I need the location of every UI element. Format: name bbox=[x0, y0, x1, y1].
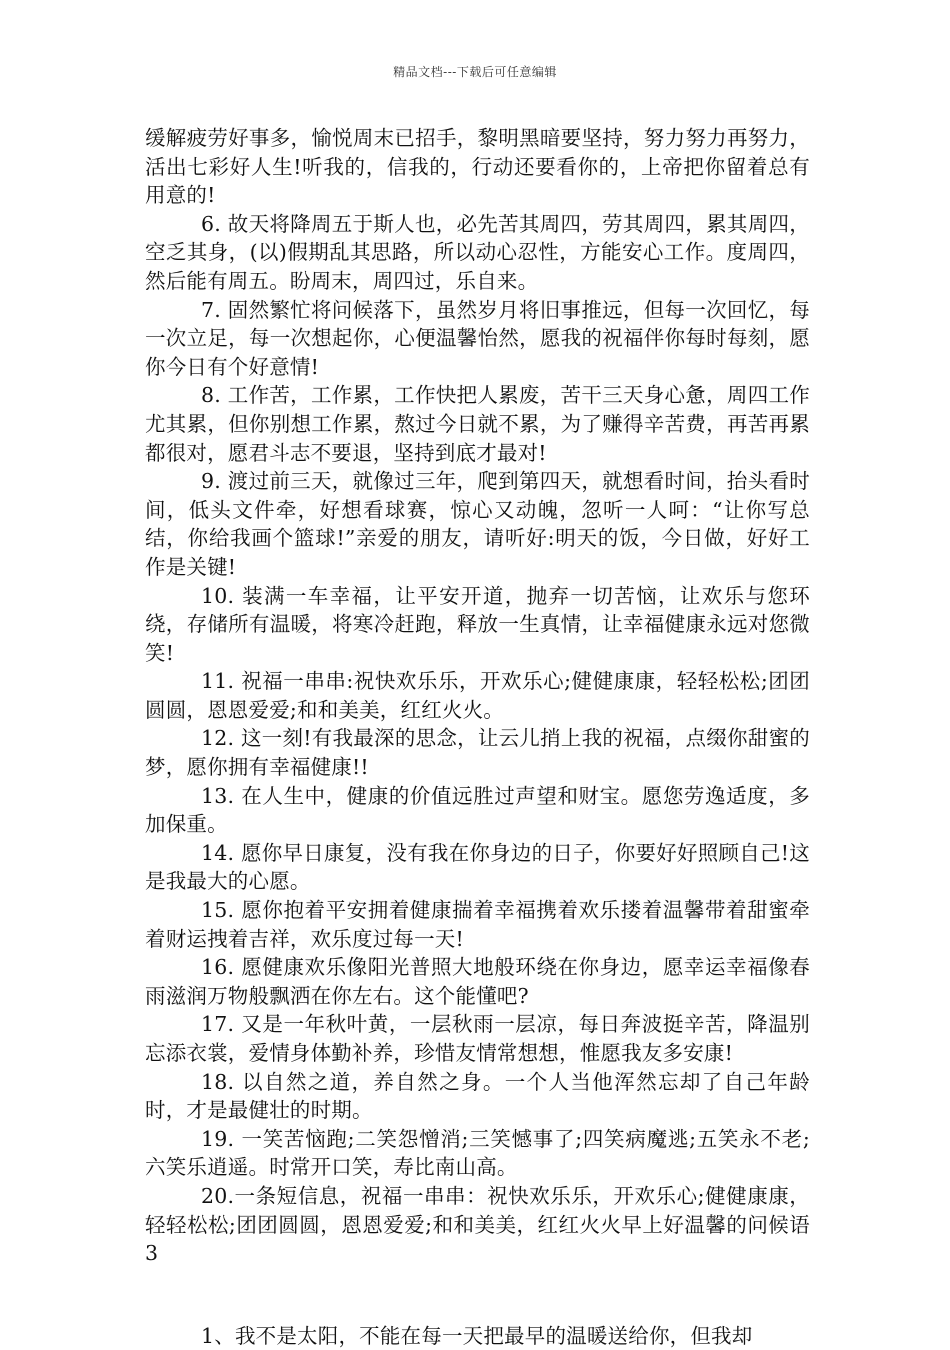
page-header: 精品文档---下载后可任意编辑 bbox=[393, 65, 557, 79]
paragraph-item-11: 11. 祝福一串串:祝快欢乐乐，开欢乐心;健健康康，轻轻松松;团团圆圆，恩恩爱爱;和和美美，红红火火。 bbox=[145, 669, 810, 722]
paragraph-item-8: 8. 工作苦，工作累，工作快把人累废，苦干三天身心惫，周四工作尤其累，但你别想工作累，熬过今日就不累，为了赚得辛苦费，再苦再累都很对，愿君斗志不要退，坚持到底才最对! bbox=[145, 383, 810, 465]
paragraph-item-15: 15. 愿你抱着平安拥着健康揣着幸福携着欢乐搂着温馨带着甜蜜牵着财运拽着吉祥，欢乐度过每一天! bbox=[145, 898, 810, 951]
document-body bbox=[145, 124, 810, 1350]
section-spacer bbox=[145, 1268, 810, 1322]
paragraph-item-12: 12. 这一刻!有我最深的思念，让云儿捎上我的祝福，点缀你甜蜜的梦，愿你拥有幸福健康!! bbox=[145, 726, 810, 780]
paragraph-item-13: 13. 在人生中，健康的价值远胜过声望和财宝。愿您劳逸适度，多加保重。 bbox=[145, 783, 810, 837]
paragraph-item-7: 7. 固然繁忙将问候落下，虽然岁月将旧事推远，但每一次回忆，每一次立足，每一次想起你，心便温馨怡然，愿我的祝福伴你每时每刻，愿你今日有个好意情! bbox=[145, 297, 810, 379]
paragraph-item-20: 20.一条短信息，祝福一串串：祝快欢乐乐，开欢乐心;健健康康，轻轻松松;团团圆圆，恩恩爱爱;和和美美，红红火火早上好温馨的问候语3 bbox=[145, 1183, 810, 1266]
paragraph-item-14: 14. 愿你早日康复，没有我在你身边的日子，你要好好照顾自己!这是我最大的心愿。 bbox=[145, 840, 810, 894]
next-section-first-line: 1、我不是太阳，不能在每一天把最早的温暖送给你，但我却 bbox=[201, 1323, 753, 1348]
paragraph-continuation: 缓解疲劳好事多，愉悦周末已招手，黎明黑暗要坚持，努力努力再努力，活出七彩好人生!听我的，信我的，行动还要看你的，上帝把你留着总有用意的! bbox=[145, 126, 810, 208]
paragraph-item-19: 19. 一笑苦恼跑;二笑怨憎消;三笑憾事了;四笑病魔逃;五笑永不老;六笑乐逍遥。时常开口笑，寿比南山高。 bbox=[145, 1126, 810, 1180]
paragraph-item-9: 9. 渡过前三天，就像过三年，爬到第四天，就想看时间，抬头看时间，低头文件牵，好想看球赛，惊心又动魄，忽听一人呵：“让你写总结，你给我画个篮球!”亲爱的朋友，请听好:明天的饭，今日做，好好工作是关键! bbox=[145, 469, 810, 579]
paragraph-item-16: 16. 愿健康欢乐像阳光普照大地般环绕在你身边，愿幸运幸福像春雨滋润万物般飘洒在你左右。这个能懂吧? bbox=[145, 955, 810, 1008]
paragraph-item-17: 17. 又是一年秋叶黄，一层秋雨一层凉，每日奔波挺辛苦，降温别忘添衣裳，爱情身体勤补养，珍惜友情常想想，惟愿我友多安康! bbox=[145, 1012, 810, 1065]
paragraph-item-6: 6. 故天将降周五于斯人也，必先苦其周四，劳其周四，累其周四，空乏其身，(以)假期乱其思路，所以动心忍性，方能安心工作。度周四，然后能有周五。盼周末，周四过，乐自来。 bbox=[145, 211, 810, 293]
paragraph-item-18: 18. 以自然之道，养自然之身。一个人当他浑然忘却了自己年龄时，才是最健壮的时期。 bbox=[145, 1069, 810, 1123]
paragraph-item-10: 10. 装满一车幸福，让平安开道，抛弃一切苦恼，让欢乐与您环绕，存储所有温暖，将寒冷赶跑，释放一生真情，让幸福健康永远对您微笑! bbox=[145, 583, 810, 665]
